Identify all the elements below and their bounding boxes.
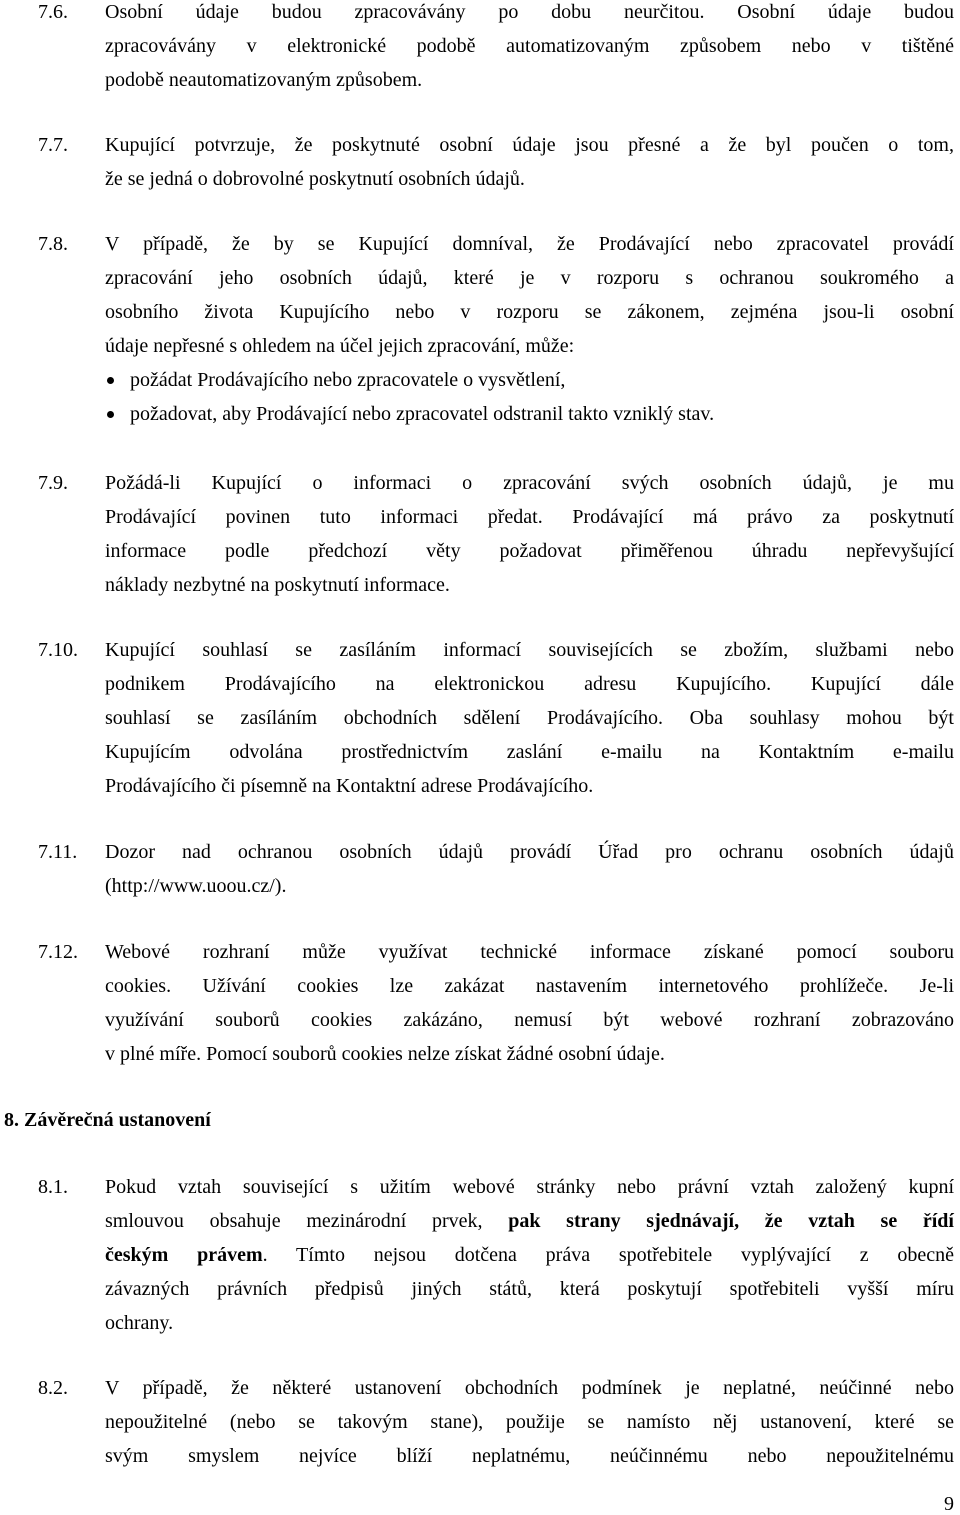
section-text [105,466,954,602]
text-line: souhlasí se zasíláním obchodních sdělení Prodávajícího. Oba souhlasy mohou být [105,707,954,729]
section-text [105,128,954,196]
text-line: Kupujícím odvolána prostřednictvím zaslání e-mailu na Kontaktním e-mailu [105,741,954,763]
text-run: . Tímto nejsou dotčena práva spotřebitele vyplývající z obecně [262,1244,954,1266]
text-line: Požádá-li Kupující o informaci o zpracování svých osobních údajů, je mu [105,472,954,494]
text-line: náklady nezbytné na poskytnutí informace. [105,574,450,596]
section-text [105,0,954,97]
text-run: smlouvou obsahuje mezinárodní prvek, [105,1210,509,1232]
list-item: požadovat, aby Prodávající nebo zpracovatel odstranil takto vzniklý stav. [105,397,954,431]
text-line: cookies. Užívání cookies lze zakázat nastavením internetového prohlížeče. Je-li [105,975,954,997]
text-line: nepoužitelné (nebo se takovým stane), použije se namísto něj ustanovení, které se [105,1411,954,1433]
text-line: Kupující souhlasí se zasíláním informací souvisejících se zbožím, službami nebo [105,639,954,661]
section-text [105,1170,954,1340]
section-text [105,227,954,431]
text-line: Osobní údaje budou zpracovávány po dobu neurčitou. Osobní údaje budou [105,1,954,23]
text-line: V případě, že některé ustanovení obchodních podmínek je neplatné, neúčinné nebo [105,1377,954,1399]
section-text [105,835,954,903]
text-line: v plné míře. Pomocí souborů cookies nelze získat žádné osobní údaje. [105,1043,665,1065]
text-line: údaje nepřesné s ohledem na účel jejich zpracování, může: [105,335,575,357]
text-line: závazných právních předpisů jiných států, která poskytují spotřebiteli vyšší míru [105,1278,954,1300]
text-line: že se jedná o dobrovolné poskytnutí osobních údajů. [105,168,525,190]
text-line: Prodávajícího či písemně na Kontaktní adrese Prodávajícího. [105,775,594,797]
text-line: využívání souborů cookies zakázáno, nemusí být webové rozhraní zobrazováno [105,1009,954,1031]
text-line: Webové rozhraní může využívat technické informace získané pomocí souboru [105,941,954,963]
section-number: 8.2. [38,1377,68,1399]
text-line: Dozor nad ochranou osobních údajů provádí Úřad pro ochranu osobních údajů [105,841,954,863]
text-line: Prodávající povinen tuto informaci předat. Prodávající má právo za poskytnutí [105,506,954,528]
bold-run: českým právem [105,1244,263,1266]
text-line [105,1204,954,1238]
text-line: podnikem Prodávajícího na elektronickou adresu Kupujícího. Kupující dále [105,673,954,695]
section-number: 7.11. [38,841,78,863]
text-line: informace podle předchozí věty požadovat přiměřenou úhradu nepřevyšující [105,540,954,562]
text-line: zpracovávány v elektronické podobě automatizovaným způsobem nebo v tištěné [105,35,954,57]
bullet-list [105,363,954,431]
section-number: 7.6. [38,1,68,23]
text-line: V případě, že by se Kupující domníval, že Prodávající nebo zpracovatel provádí [105,233,954,255]
section-number: 8.1. [38,1176,68,1198]
text-line [105,1238,954,1272]
section-number: 7.12. [38,941,78,963]
text-line: Kupující potvrzuje, že poskytnuté osobní údaje jsou přesné a že byl poučen o tom, [105,134,954,156]
section-heading: 8. Závěrečná ustanovení [4,1109,211,1131]
page-number: 9 [944,1493,954,1515]
section-text [105,935,954,1071]
section-number: 7.7. [38,134,68,156]
bold-run: pak strany sjednávají, že vztah se řídí [508,1210,954,1232]
section-number: 7.9. [38,472,68,494]
text-line: (http://www.uoou.cz/). [105,875,287,897]
section-number: 7.8. [38,233,68,255]
text-line: podobě neautomatizovaným způsobem. [105,69,423,91]
section-text [105,633,954,803]
text-line: svým smyslem nejvíce blíží neplatnému, neúčinnému nebo nepoužitelnému [105,1445,954,1467]
section-text [105,1371,954,1473]
text-line: ochrany. [105,1312,174,1334]
section-number: 7.10. [38,639,78,661]
text-line: zpracování jeho osobních údajů, které je v rozporu s ochranou soukromého a [105,267,954,289]
text-line: Pokud vztah související s užitím webové stránky nebo právní vztah založený kupní [105,1176,954,1198]
list-item: požádat Prodávajícího nebo zpracovatele o vysvětlení, [105,363,954,397]
text-line: osobního života Kupujícího nebo v rozporu se zákonem, zejména jsou-li osobní [105,301,954,323]
